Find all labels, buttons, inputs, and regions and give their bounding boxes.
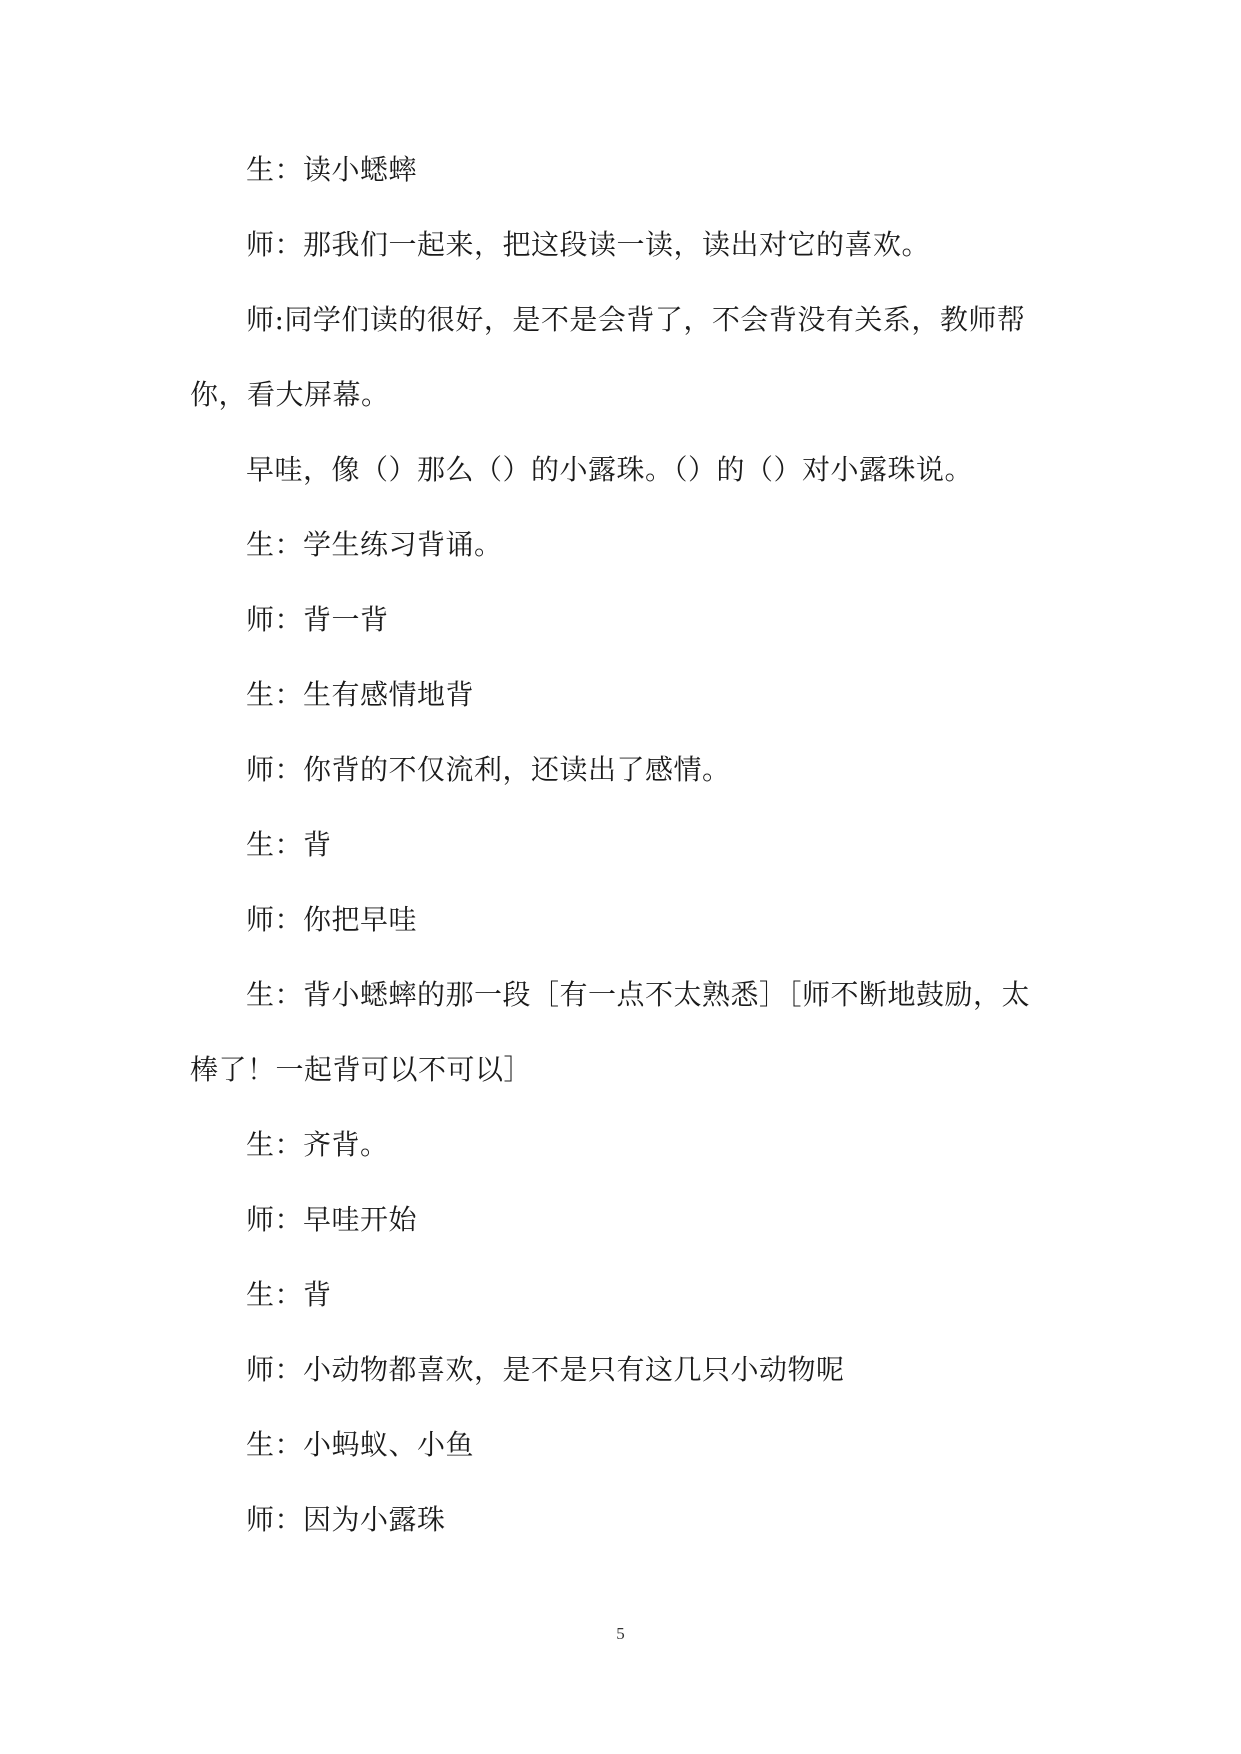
dialogue-line: 生：读小蟋蟀 [246,153,418,186]
dialogue-line: 师：小动物都喜欢，是不是只有这几只小动物呢 [246,1353,845,1386]
dialogue-line-continuation: 你，看大屏幕。 [190,378,390,411]
dialogue-line: 师：早哇开始 [246,1203,418,1236]
dialogue-line: 生：学生练习背诵。 [246,528,503,561]
dialogue-line: 生：小蚂蚁、小鱼 [246,1428,475,1461]
dialogue-line: 生：生有感情地背 [246,678,475,711]
dialogue-line: 生：齐背。 [246,1128,389,1161]
dialogue-line: 师：你把早哇 [246,903,418,936]
dialogue-line: 师：你背的不仅流利，还读出了感情。 [246,753,731,786]
dialogue-line: 生：背 [246,828,332,861]
dialogue-line: 生：背 [246,1278,332,1311]
dialogue-line-continuation: 棒了！一起背可以不可以］ [190,1053,533,1086]
dialogue-line: 早哇，像（）那么（）的小露珠。（）的（）对小露珠说。 [246,453,974,486]
dialogue-line: 师：背一背 [246,603,389,636]
dialogue-line: 生：背小蟋蟀的那一段［有一点不太熟悉］［师不断地鼓励，太 [246,978,1031,1011]
dialogue-line: 师：那我们一起来，把这段读一读，读出对它的喜欢。 [246,228,931,261]
page-number: 5 [616,1624,625,1643]
dialogue-line: 师:同学们读的很好，是不是会背了，不会背没有关系，教师帮 [246,303,1026,336]
dialogue-line: 师：因为小露珠 [246,1503,446,1536]
